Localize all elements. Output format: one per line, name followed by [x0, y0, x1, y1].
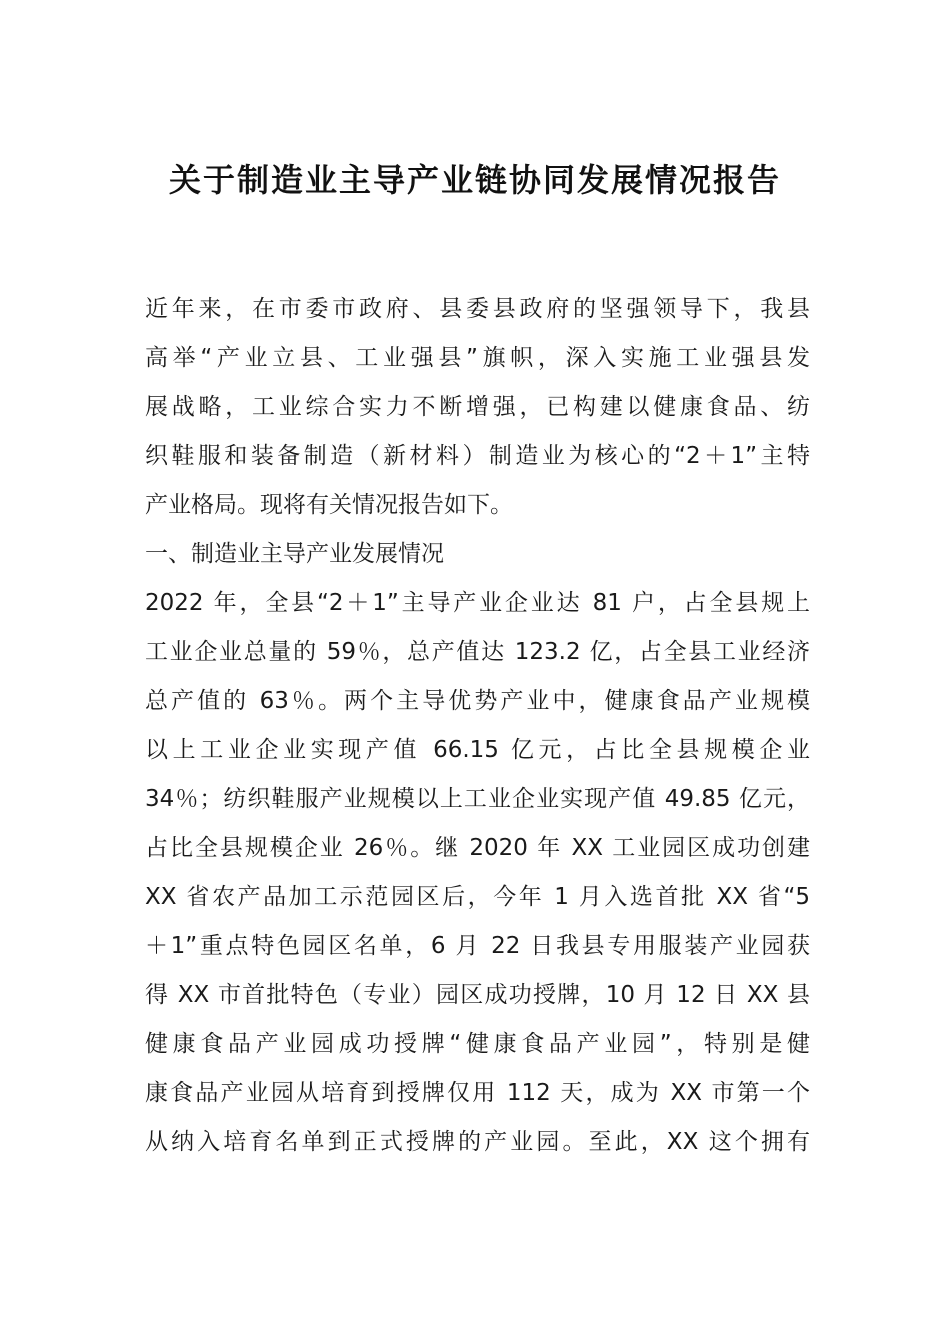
paragraph-2-line: 2022 年，全县“2＋1”主导产业企业达 81 户，占全县规上: [145, 590, 810, 616]
paragraph-2-line: 以上工业企业实现产值 66.15 亿元，占比全县规模企业: [145, 737, 810, 763]
paragraph-1-line: 高举“产业立县、工业强县”旗帜，深入实施工业强县发: [145, 345, 810, 371]
paragraph-2-line: 得 XX 市首批特色（专业）园区成功授牌，10 月 12 日 XX 县: [145, 982, 810, 1008]
paragraph-1-line: 织鞋服和装备制造（新材料）制造业为核心的“2＋1”主特: [145, 443, 810, 469]
paragraph-1-line: 产业格局。现将有关情况报告如下。: [145, 492, 513, 518]
paragraph-2-line: 从纳入培育名单到正式授牌的产业园。至此，XX 这个拥有: [145, 1129, 810, 1155]
paragraph-2-line: 34％；纺织鞋服产业规模以上工业企业实现产值 49.85 亿元，: [145, 786, 810, 812]
paragraph-2-line: 健康食品产业园成功授牌“健康食品产业园”，特别是健: [145, 1031, 810, 1057]
paragraph-2-line: XX 省农产品加工示范园区后，今年 1 月入选首批 XX 省“5: [145, 884, 810, 910]
paragraph-2-line: 康食品产业园从培育到授牌仅用 112 天，成为 XX 市第一个: [145, 1080, 810, 1106]
section-1-heading: 一、制造业主导产业发展情况: [145, 541, 444, 567]
paragraph-1-line: 近年来，在市委市政府、县委县政府的坚强领导下，我县: [145, 296, 810, 322]
paragraph-2-line: ＋1”重点特色园区名单，6 月 22 日我县专用服装产业园获: [145, 933, 810, 959]
paragraph-2-line: 总产值的 63％。两个主导优势产业中，健康食品产业规模: [145, 688, 810, 714]
document-title: 关于制造业主导产业链协同发展情况报告: [168, 161, 781, 199]
paragraph-1-line: 展战略，工业综合实力不断增强，已构建以健康食品、纺: [145, 394, 810, 420]
paragraph-2-line: 占比全县规模企业 26％。继 2020 年 XX 工业园区成功创建: [145, 835, 810, 861]
paragraph-2-line: 工业企业总量的 59％，总产值达 123.2 亿，占全县工业经济: [145, 639, 810, 665]
